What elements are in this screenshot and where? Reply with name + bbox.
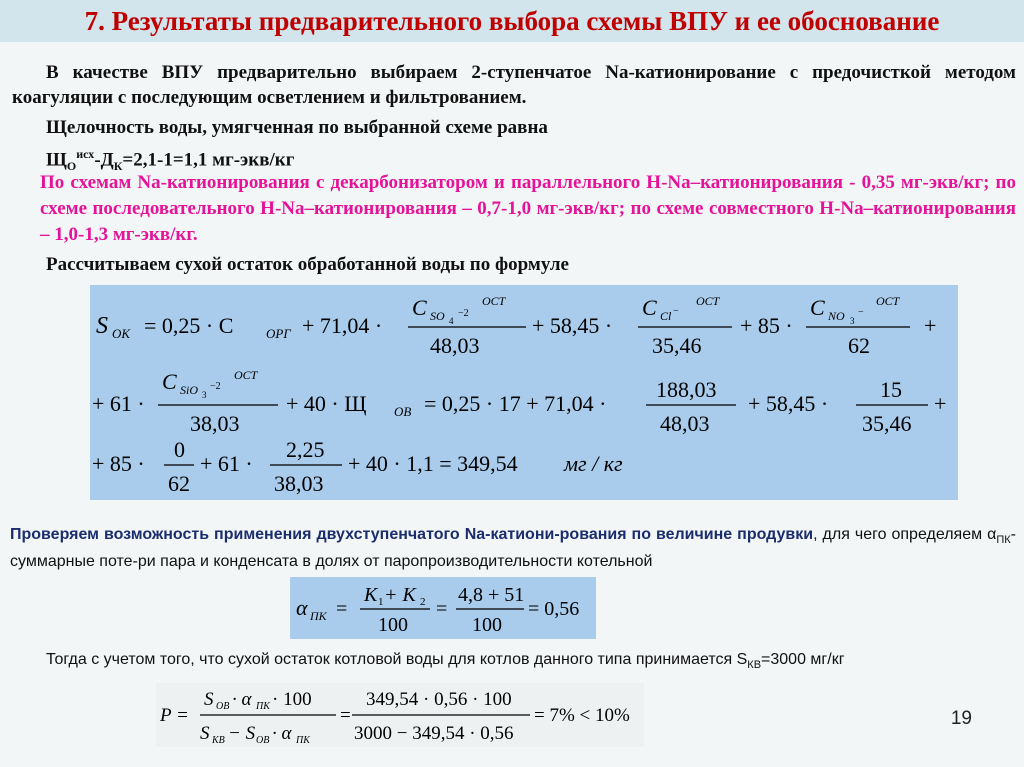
f1-f1-c: C bbox=[412, 295, 427, 320]
blowdown-end: - суммарные поте-ри пара и конденсата в долях от паропроизводительности котельной bbox=[10, 526, 1016, 571]
f1-f3-ost: ОСТ bbox=[876, 294, 900, 308]
f1-r2-t2: + 40 · Щ bbox=[286, 391, 367, 416]
f1-f3-no: NO bbox=[828, 309, 845, 323]
f3-den2: 3000 − 349,54 · 0,56 bbox=[354, 723, 514, 744]
blowdown-formula-svg bbox=[156, 683, 644, 747]
f1-r3-t2: + 61 · bbox=[200, 451, 253, 476]
paragraph-vpu-choice: В качестве ВПУ предварительно выбираем 2-ступенчатое Na-катионирование с предочисткой методом коагуляции с последующим осветлением и фильтрованием. bbox=[12, 62, 1016, 108]
dry-residue-formula bbox=[90, 285, 958, 500]
dry-residue-formula-svg bbox=[90, 285, 958, 500]
f1-s: S bbox=[96, 313, 108, 339]
f1-f1-den: 48,03 bbox=[430, 333, 480, 358]
paragraph-dry-residue: Рассчитываем сухой остаток обработанной воды по формуле bbox=[46, 254, 569, 275]
f3-eq: = bbox=[340, 705, 351, 726]
f3-alpha2: · α bbox=[272, 723, 292, 744]
f1-r3-num1: 0 bbox=[174, 437, 185, 462]
f3-s-sub: ОВ bbox=[216, 701, 230, 712]
f3-pk2: ПК bbox=[296, 735, 310, 746]
f1-r3-t3: + 40 · 1,1 = 349,54 bbox=[348, 451, 518, 476]
f1-f1-4: 4 bbox=[449, 316, 454, 326]
paragraph-boiler-residue bbox=[46, 649, 1006, 676]
f2-k2: + K bbox=[384, 584, 416, 606]
f1-r2-sup: −2 bbox=[210, 381, 221, 392]
f1-r2-t3: = 0,25 · 17 + 71,04 · bbox=[424, 391, 607, 416]
f3-skv-sub: КВ bbox=[212, 735, 225, 746]
blowdown-navy: Проверяем возможность применения двухступенчатого Na-катиони-рования по величине продувки bbox=[10, 526, 814, 543]
f1-t2: + 71,04 · bbox=[302, 313, 383, 338]
alk-sub-k: К bbox=[113, 159, 123, 174]
f1-s-sub: ОК bbox=[112, 326, 131, 341]
alk-rest: =2,1-1=1,1 мг-экв/кг bbox=[122, 149, 295, 171]
f3-p: P = bbox=[160, 705, 189, 726]
f3-s: S bbox=[204, 689, 214, 710]
alk-sub-o: О bbox=[66, 159, 77, 174]
f1-r2-den3: 35,46 bbox=[862, 411, 912, 436]
f1-f1-ost: ОСТ bbox=[482, 294, 506, 308]
f2-k1: K bbox=[364, 584, 378, 606]
blowdown-rest: , для чего определяем α bbox=[813, 526, 997, 543]
f2-den1: 100 bbox=[378, 614, 408, 636]
f3-num2: 349,54 · 0,56 · 100 bbox=[366, 689, 512, 710]
boiler-sub: КВ bbox=[747, 659, 762, 672]
f1-f1-so: SO bbox=[430, 309, 445, 323]
f1-t4: + 85 · bbox=[740, 313, 793, 338]
page-number: 19 bbox=[950, 708, 972, 729]
f2-num2: 4,8 + 51 bbox=[458, 584, 525, 606]
f1-r2-t4: + 58,45 · bbox=[748, 391, 829, 416]
f2-result: = 0,56 bbox=[528, 598, 580, 620]
f3-alpha: · α bbox=[232, 689, 252, 710]
f1-r3-t1: + 85 · bbox=[92, 451, 145, 476]
f1-org: ОРГ bbox=[266, 326, 291, 341]
f2-pk: ПК bbox=[310, 609, 327, 623]
blowdown-sub: ПК bbox=[996, 534, 1011, 547]
f1-f3-den: 62 bbox=[848, 333, 870, 358]
f1-r3-den1: 62 bbox=[168, 471, 190, 496]
f1-plus1: + bbox=[924, 313, 937, 338]
f2-eq2: = bbox=[436, 598, 448, 620]
f1-f2-sup: − bbox=[673, 306, 679, 317]
alk-d: -Д bbox=[94, 149, 114, 171]
f1-r2-t1: + 61 · bbox=[92, 391, 145, 416]
f1-f1-sup: −2 bbox=[458, 308, 469, 319]
alpha-formula-svg bbox=[290, 577, 596, 639]
title-bar bbox=[0, 0, 1024, 42]
f1-r2-den1: 38,03 bbox=[190, 411, 240, 436]
f3-sov: − S bbox=[228, 723, 256, 744]
f1-r2-den2: 48,03 bbox=[660, 411, 710, 436]
f1-t3: + 58,45 · bbox=[532, 313, 613, 338]
f1-r2-ov: ОВ bbox=[394, 404, 412, 419]
f1-f2-c: C bbox=[642, 295, 657, 320]
f1-r2-3: 3 bbox=[202, 390, 207, 400]
f1-f2-cl: Cl bbox=[660, 309, 672, 323]
f2-k2-sub: 2 bbox=[420, 596, 426, 608]
f2-den2: 100 bbox=[472, 614, 502, 636]
f1-r2-ost: ОСТ bbox=[234, 368, 258, 382]
f1-r2-num3: 15 bbox=[880, 377, 902, 402]
f1-f3-c: C bbox=[810, 295, 825, 320]
f1-r2-num2: 188,03 bbox=[656, 377, 717, 402]
f1-r3-unit: мг / кг bbox=[564, 451, 623, 476]
paragraph-schemes: По схемам Na-катионирования с декарбонизатором и параллельного H-Na–катионирования - 0,35 мг-экв/кг; по схеме последовательного H-Na–катионирования – 0,7-1,0 мг-экв/кг; по схеме совместного H-Na–катионирования – 1,0-1,3 мг-экв/кг. bbox=[40, 172, 1016, 245]
boiler-text: Тогда с учетом того, что сухой остаток котловой воды для котлов данного типа принимается S bbox=[46, 651, 748, 668]
f3-skv: S bbox=[200, 723, 210, 744]
alpha-formula bbox=[290, 577, 596, 639]
alk-sup-isx: исх bbox=[76, 147, 95, 161]
blowdown-formula bbox=[156, 683, 644, 747]
f3-result: = 7% < 10% bbox=[534, 705, 630, 726]
f1-f3-3: 3 bbox=[850, 316, 855, 326]
f1-f2-den: 35,46 bbox=[652, 333, 702, 358]
f2-alpha: α bbox=[296, 595, 308, 620]
f2-eq1: = bbox=[336, 598, 348, 620]
f1-f3-sup: − bbox=[858, 307, 864, 318]
f3-100: · 100 bbox=[272, 689, 312, 710]
f3-pk: ПК bbox=[256, 701, 270, 712]
alk-sh: Щ bbox=[46, 149, 67, 171]
f2-k1-sub: 1 bbox=[378, 596, 384, 608]
f1-r3-num2: 2,25 bbox=[286, 437, 325, 462]
paragraph-blowdown bbox=[10, 524, 1016, 573]
f1-r3-den2: 38,03 bbox=[274, 471, 324, 496]
slide-title: 7. Результаты предварительного выбора схемы ВПУ и ее обоснование bbox=[84, 5, 940, 36]
f1-f2-ost: ОСТ bbox=[696, 294, 720, 308]
paragraph-alkalinity: Щелочность воды, умягченная по выбранной схеме равна bbox=[46, 117, 548, 138]
f1-r2-sio: SiO bbox=[180, 383, 198, 397]
f1-r2-c: C bbox=[162, 369, 177, 394]
f1-eq: = 0,25 · C bbox=[144, 313, 234, 338]
f3-sov-sub: ОВ bbox=[256, 735, 270, 746]
f1-plus2: + bbox=[934, 391, 947, 416]
boiler-end: =3000 мг/кг bbox=[761, 651, 845, 668]
